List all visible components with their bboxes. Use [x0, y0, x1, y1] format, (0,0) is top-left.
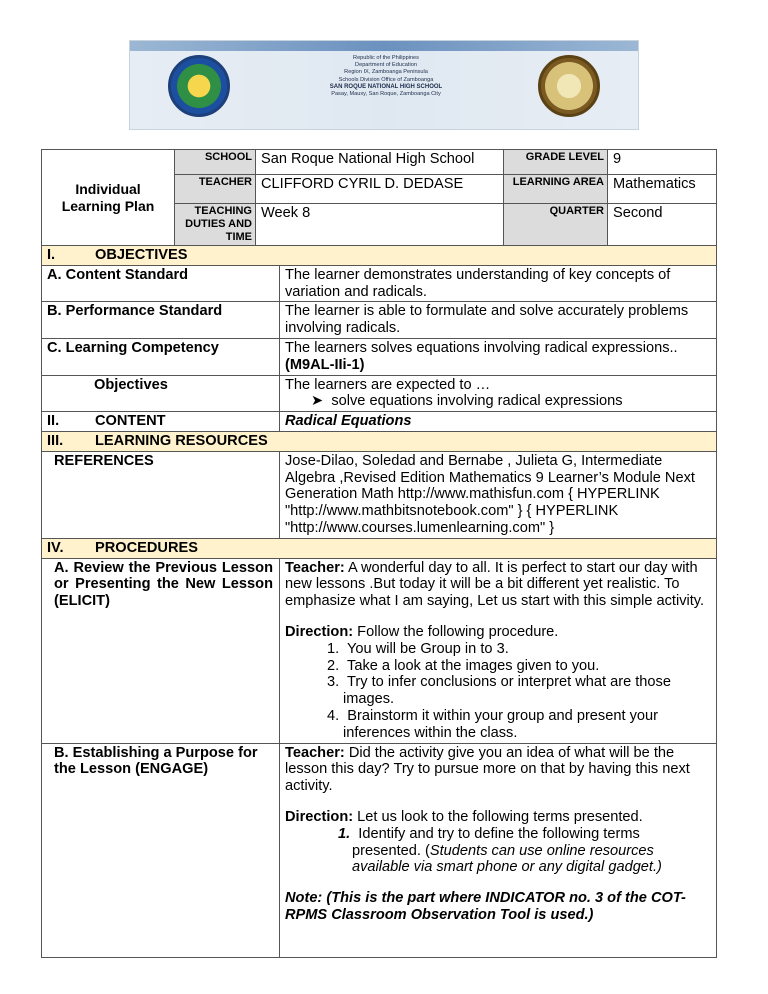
step-number: 4. — [327, 707, 340, 724]
section-number: III. — [47, 432, 64, 449]
list-item — [285, 708, 711, 742]
list-item — [285, 826, 711, 876]
teacher-value: CLIFFORD CYRIL D. DEDASE — [256, 175, 504, 204]
section-number: I. — [47, 247, 56, 263]
table-row — [42, 375, 717, 412]
table-row — [42, 558, 717, 743]
spacer — [285, 610, 711, 624]
procedure-a-label: A. Review the Previous Lesson or Presenting the New Lesson (ELICIT) — [42, 558, 280, 743]
procedure-b-direction — [285, 809, 711, 826]
grade-value: 9 — [608, 150, 717, 175]
deped-seal-logo — [538, 55, 600, 117]
procedure-a-direction — [285, 624, 711, 641]
direction-label: Direction: — [285, 808, 354, 825]
section-header-objectives — [42, 246, 717, 266]
references-text: Jose-Dilao, Soledad and Bernabe , Julieta G, Intermediate Algebra ,Revised Edition Mathematics 9 Learner’s Module Next Generation Math http://www.mathisfun.com { HYPERLINK "http://www.mathbitsnotebook.com" } { HYPERLINK "http://www.courses.lumenlearning.com" } — [280, 451, 717, 538]
procedure-a-cell — [280, 558, 717, 743]
procedure-b-label: B. Establishing a Purpose for the Lesson (ENGAGE) — [42, 743, 280, 957]
quarter-label: QUARTER — [504, 204, 608, 246]
section-title: OBJECTIVES — [95, 247, 188, 263]
school-label: SCHOOL — [175, 150, 256, 175]
direction-label: Direction: — [285, 623, 354, 640]
objectives-item-text: solve equations involving radical expressions — [331, 393, 623, 410]
table-row — [42, 150, 717, 175]
section-number: II. — [47, 413, 60, 430]
procedure-b-cell — [280, 743, 717, 957]
objectives-cell — [280, 375, 717, 412]
teacher-text: A wonderful day to all. It is perfect to start our day with new lessons .But today it will be a bit different yet realistic. To emphasize what I am saying, Let us start with this simple activity. — [285, 559, 705, 610]
procedure-a-teacher — [285, 560, 711, 610]
section-header-procedures — [42, 538, 717, 558]
objectives-list-item — [285, 393, 711, 410]
step-text: You will be Group in to 3. — [347, 640, 509, 657]
direction-text: Let us look to the following terms presented. — [357, 808, 643, 825]
school-value: San Roque National High School — [256, 150, 504, 175]
banner-school: SAN ROQUE NATIONAL HIGH SCHOOL — [329, 83, 443, 90]
step-italic-text: Students can use online resources available via smart phone or any digital gadget.) — [352, 842, 662, 876]
step-text: Take a look at the images given to you. — [347, 657, 600, 674]
competency-text: The learners solves equations involving radical expressions.. — [285, 339, 678, 356]
section-title: LEARNING RESOURCES — [95, 432, 268, 449]
content-label-cell — [42, 412, 280, 432]
step-text: Try to infer conclusions or interpret what are those images. — [343, 674, 671, 708]
duties-label: TEACHING DUTIES AND TIME — [175, 204, 256, 246]
learning-plan-table — [41, 149, 717, 958]
plan-title: Individual Learning Plan — [42, 150, 175, 246]
table-row — [42, 302, 717, 339]
direction-text: Follow the following procedure. — [357, 623, 559, 640]
section-title: CONTENT — [95, 413, 166, 430]
content-value: Radical Equations — [280, 412, 717, 432]
banner-region: Region IX, Zamboanga Peninsula — [344, 69, 428, 76]
procedure-b-teacher — [285, 745, 711, 795]
teacher-label: TEACHER — [175, 175, 256, 204]
teacher-label: Teacher: — [285, 559, 345, 576]
arrow-bullet-icon: ➤ — [311, 393, 324, 410]
spacer — [285, 876, 711, 890]
competency-cell — [280, 338, 717, 375]
school-seal-logo — [168, 55, 230, 117]
performance-standard-text: The learner is able to formulate and solve accurately problems involving radicals. — [280, 302, 717, 339]
table-row — [42, 743, 717, 957]
header-banner — [129, 40, 639, 130]
step-text: Identify and try to define the following terms presented. ( — [352, 825, 640, 859]
references-label: REFERENCES — [42, 451, 280, 538]
procedure-b-note: Note: (This is the part where INDICATOR no. 3 of the COT-RPMS Classroom Observation Tool is used.) — [285, 890, 686, 923]
quarter-value: Second — [608, 204, 717, 246]
spacer — [285, 795, 711, 809]
area-value: Mathematics — [608, 175, 717, 204]
competency-code: (M9AL-IIi-1) — [285, 356, 365, 373]
step-number: 2. — [327, 657, 340, 674]
banner-text — [312, 55, 460, 98]
section-title: PROCEDURES — [95, 539, 198, 556]
content-standard-label: A. Content Standard — [42, 265, 280, 302]
duties-value: Week 8 — [256, 204, 504, 246]
content-standard-text: The learner demonstrates understanding of key concepts of variation and radicals. — [280, 265, 717, 302]
competency-label: C. Learning Competency — [42, 338, 280, 375]
grade-label: GRADE LEVEL — [504, 150, 608, 175]
table-row — [42, 338, 717, 375]
objectives-intro: The learners are expected to … — [285, 376, 491, 393]
section-number: IV. — [47, 539, 64, 556]
banner-band — [130, 41, 638, 51]
banner-department: Department of Education — [355, 62, 417, 69]
step-number: 3. — [327, 674, 340, 691]
list-item — [285, 641, 711, 658]
table-row — [42, 265, 717, 302]
area-label: LEARNING AREA — [504, 175, 608, 204]
objectives-label: Objectives — [42, 375, 280, 412]
list-item — [285, 674, 711, 708]
banner-division: Schools Division Office of Zamboanga — [338, 76, 434, 83]
step-number: 1. — [338, 825, 351, 842]
step-text: Brainstorm it within your group and present your inferences within the class. — [343, 707, 658, 741]
list-item — [285, 658, 711, 675]
table-row — [42, 412, 717, 432]
teacher-text: Did the activity give you an idea of what will be the lesson this day? Try to pursue more on that by having this next activity. — [285, 744, 690, 795]
table-row — [42, 451, 717, 538]
banner-address: Pasay, Mauxy, San Roque, Zamboanga City — [331, 91, 441, 98]
banner-republic: Republic of the Philippines — [353, 55, 419, 61]
teacher-label: Teacher: — [285, 744, 345, 761]
step-number: 1. — [327, 640, 340, 657]
section-header-resources — [42, 431, 717, 451]
performance-standard-label: B. Performance Standard — [42, 302, 280, 339]
